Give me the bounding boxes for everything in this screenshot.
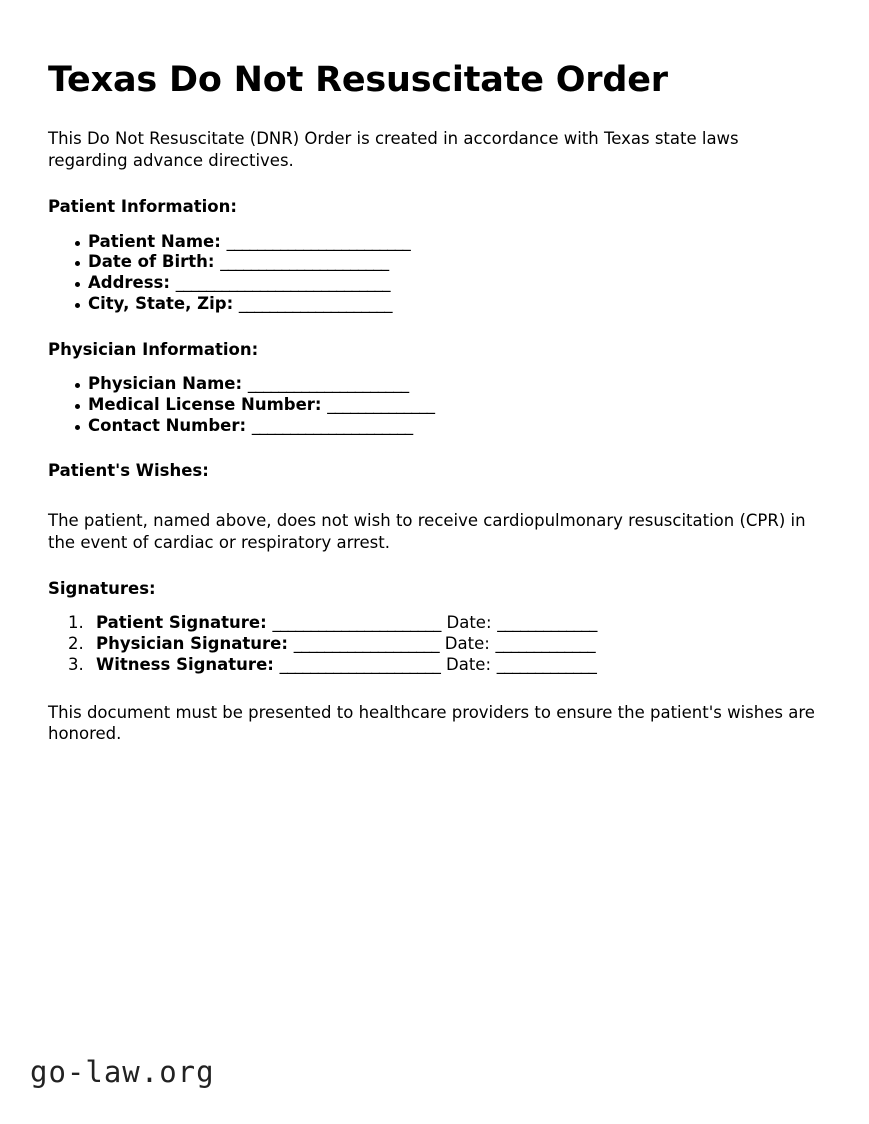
signatures-heading: Signatures: (48, 578, 156, 598)
list-item (75, 416, 821, 437)
field-label: Address: (88, 273, 170, 293)
list-item (75, 232, 821, 253)
patients-wishes-text: The patient, named above, does not wish to receive cardiopulmonary resuscitation (CPR) in the event of cardiac or respiratory arrest. (48, 510, 806, 552)
field-label: Contact Number: (88, 415, 247, 435)
list-item (68, 613, 821, 634)
field-blank-line[interactable]: ____________________________ (175, 273, 390, 293)
physician-information-fields (48, 374, 821, 436)
list-item (75, 294, 821, 315)
intro-paragraph: This Do Not Resuscitate (DNR) Order is created in accordance with Texas state laws regarding advance directives. (48, 129, 739, 171)
signature-blank-line[interactable]: _____________________ (279, 654, 441, 674)
field-label: Physician Name: (88, 374, 243, 394)
field-blank-line[interactable]: _____________________ (251, 415, 413, 435)
signature-label: Physician Signature: (96, 633, 288, 653)
date-blank-line[interactable]: _____________ (495, 633, 595, 653)
physician-information-heading: Physician Information: (48, 339, 259, 359)
field-blank-line[interactable]: ____________________ (238, 293, 392, 313)
signature-blank-line[interactable]: ______________________ (272, 613, 441, 633)
date-label: Date: (446, 613, 492, 633)
date-blank-line[interactable]: _____________ (497, 613, 597, 633)
field-blank-line[interactable]: ________________________ (226, 231, 411, 251)
signature-label: Patient Signature: (96, 613, 267, 633)
list-item (75, 273, 821, 294)
patients-wishes-heading: Patient's Wishes: (48, 461, 209, 481)
field-label: Medical License Number: (88, 394, 322, 414)
patient-information-heading: Patient Information: (48, 197, 237, 217)
field-label: City, State, Zip: (88, 293, 234, 313)
signature-label: Witness Signature: (96, 654, 274, 674)
signature-blank-line[interactable]: ___________________ (293, 633, 440, 653)
list-item (68, 634, 821, 655)
page-title: Texas Do Not Resuscitate Order (48, 60, 668, 100)
date-label: Date: (446, 654, 492, 674)
field-blank-line[interactable]: ______________ (327, 394, 435, 414)
closing-paragraph: This document must be presented to healthcare providers to ensure the patient's wishes are honored. (48, 702, 815, 744)
site-watermark: go-law.org (30, 1055, 215, 1089)
list-item (68, 655, 821, 676)
field-label: Date of Birth: (88, 252, 215, 272)
list-item (75, 252, 821, 273)
field-blank-line[interactable]: ______________________ (220, 252, 389, 272)
list-item (75, 395, 821, 416)
patient-information-fields (48, 232, 821, 315)
signature-list (48, 613, 821, 675)
list-item (75, 374, 821, 395)
date-label: Date: (444, 633, 490, 653)
field-label: Patient Name: (88, 231, 221, 251)
field-blank-line[interactable]: _____________________ (247, 374, 409, 394)
date-blank-line[interactable]: _____________ (496, 654, 597, 674)
